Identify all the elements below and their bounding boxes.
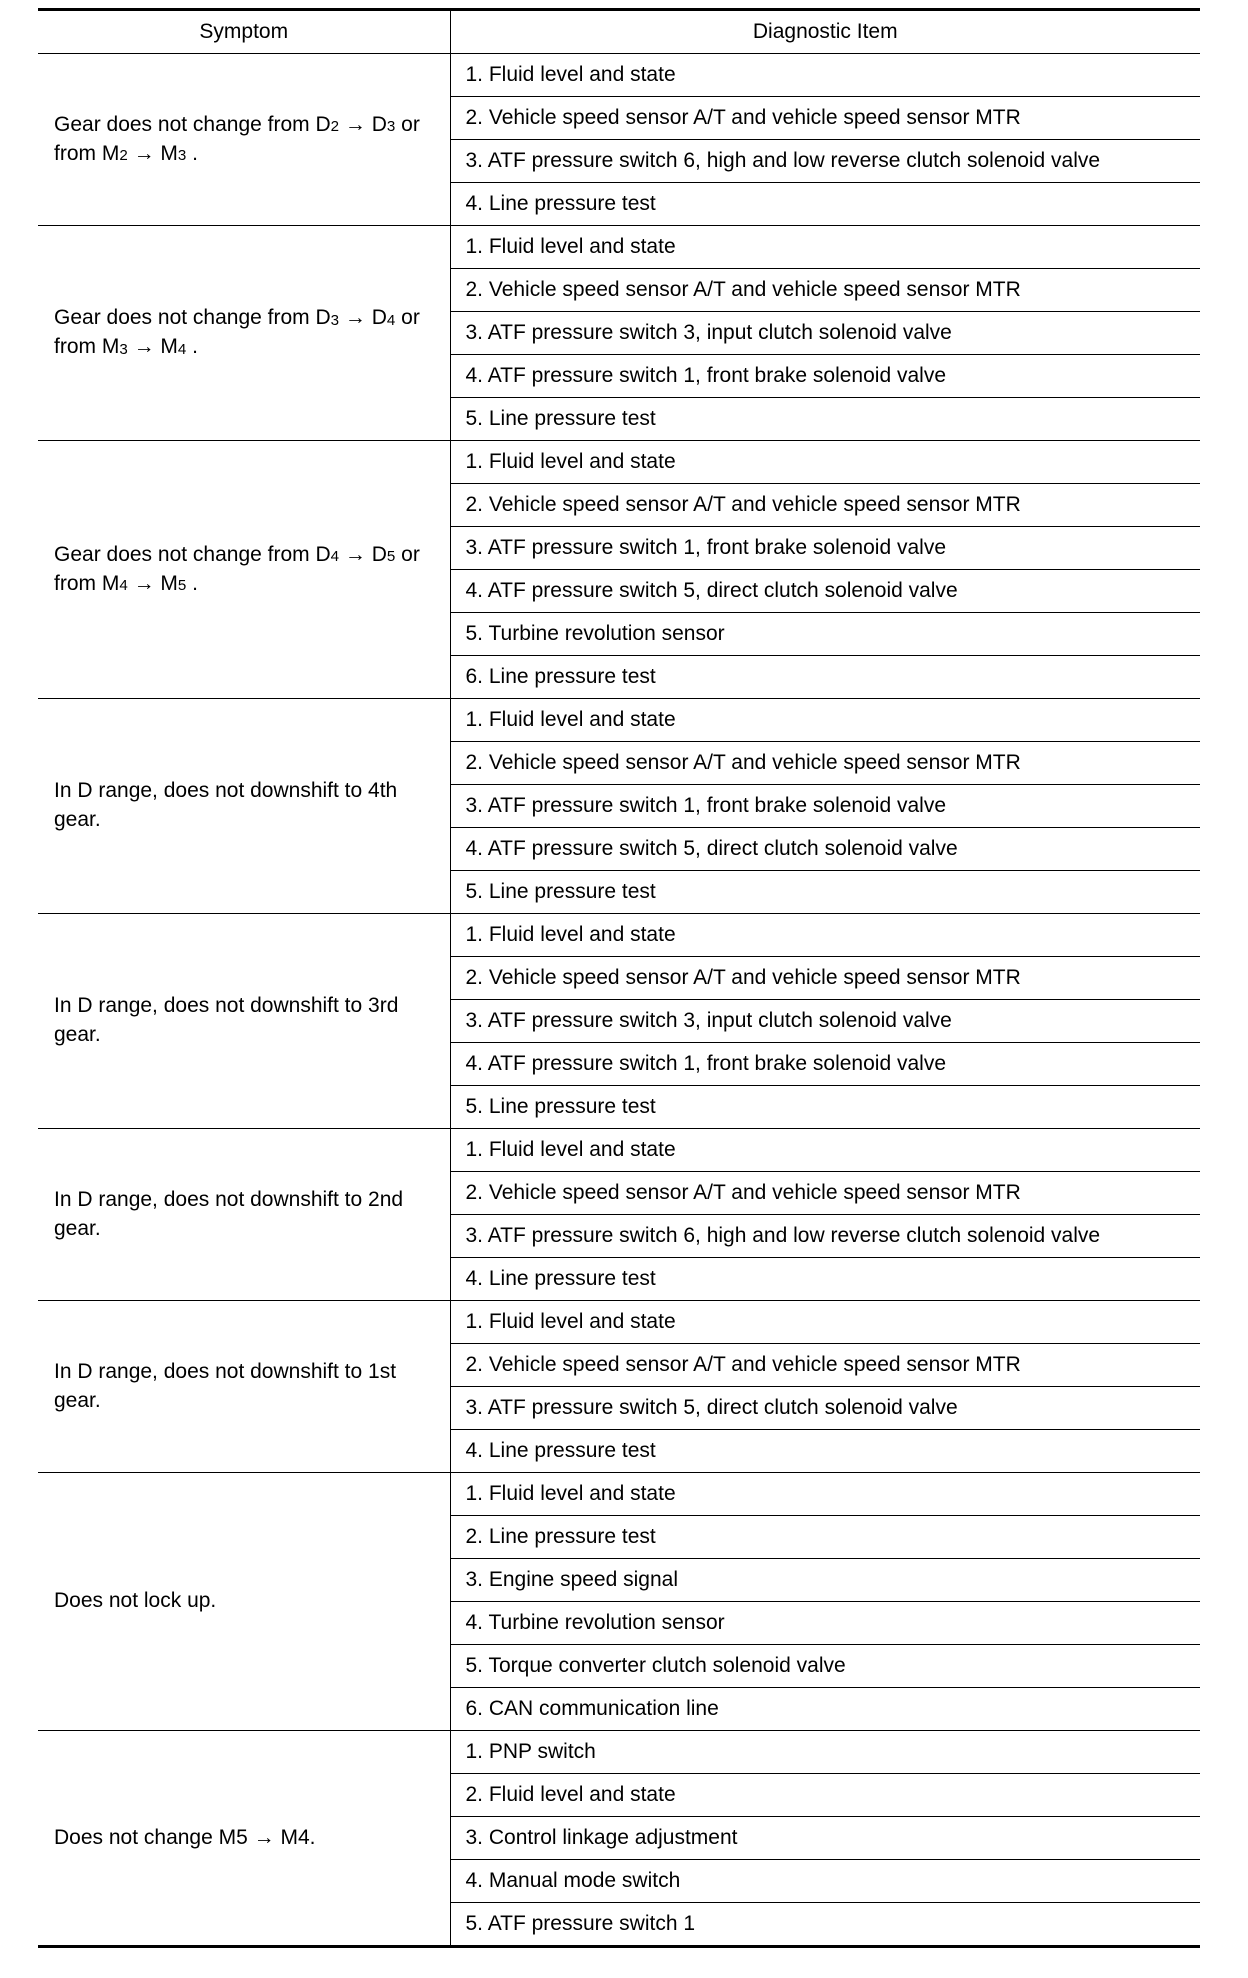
diagnostic-item-cell: 5. Line pressure test (450, 1086, 1200, 1129)
table-row (38, 1731, 1200, 1774)
diagnostic-item-cell: 3. ATF pressure switch 6, high and low reverse clutch solenoid valve (450, 1215, 1200, 1258)
diagnostic-item-cell: 1. Fluid level and state (450, 699, 1200, 742)
symptom-text: Gear does not change from D (54, 112, 331, 136)
symptom-cell (38, 699, 450, 914)
symptom-text: D (371, 112, 387, 136)
symptom-group (38, 441, 1200, 699)
symptom-cell (38, 1301, 450, 1473)
diagnostic-item-cell: 4. ATF pressure switch 5, direct clutch solenoid valve (450, 570, 1200, 613)
symptom-text: M (160, 141, 178, 165)
diagnostic-item-cell: 2. Vehicle speed sensor A/T and vehicle speed sensor MTR (450, 269, 1200, 312)
diagnostic-item-cell: 4. ATF pressure switch 5, direct clutch solenoid valve (450, 828, 1200, 871)
symptom-cell (38, 1473, 450, 1731)
table-header (38, 10, 1200, 54)
symptom-text: . (186, 571, 198, 595)
symptom-cell (38, 54, 450, 226)
symptom-text: In D range, does not downshift to 4th gear. (54, 779, 398, 831)
diagnostic-item-cell: 4. Line pressure test (450, 1258, 1200, 1301)
table-row (38, 226, 1200, 269)
diagnostic-item-cell: 1. Fluid level and state (450, 914, 1200, 957)
diagnostic-item-cell: 4. ATF pressure switch 1, front brake solenoid valve (450, 1043, 1200, 1086)
symptom-text: . (186, 141, 198, 165)
diagnostic-item-cell: 2. Vehicle speed sensor A/T and vehicle speed sensor MTR (450, 1344, 1200, 1387)
diagnostic-item-cell: 2. Vehicle speed sensor A/T and vehicle speed sensor MTR (450, 1172, 1200, 1215)
diagnostic-item-cell: 1. Fluid level and state (450, 1301, 1200, 1344)
symptom-text: In D range, does not downshift to 2nd gear. (54, 1187, 404, 1240)
diagnostic-item-cell: 3. ATF pressure switch 6, high and low reverse clutch solenoid valve (450, 140, 1200, 183)
diagnostic-item-cell: 4. Turbine revolution sensor (450, 1602, 1200, 1645)
diagnostic-item-cell: 1. Fluid level and state (450, 1473, 1200, 1516)
diagnostic-item-cell: 1. Fluid level and state (450, 54, 1200, 97)
diagnostic-item-cell: 5. ATF pressure switch 1 (450, 1903, 1200, 1947)
symptom-text: → (127, 335, 161, 358)
symptom-subscript: 2 (330, 118, 340, 136)
symptom-text: Does not lock up. (54, 1589, 217, 1613)
symptom-subscript: 5 (177, 577, 187, 595)
symptom-subscript: 4 (119, 577, 128, 595)
diagnostic-item-cell: 1. Fluid level and state (450, 441, 1200, 484)
symptom-group (38, 1473, 1200, 1731)
symptom-cell (38, 1129, 450, 1301)
symptom-cell (38, 226, 450, 441)
table-row (38, 1129, 1200, 1172)
header-row (38, 10, 1200, 54)
diagnostic-item-cell: 3. ATF pressure switch 1, front brake solenoid valve (450, 527, 1200, 570)
symptom-subscript: 3 (119, 340, 128, 358)
symptom-subscript: 3 (386, 118, 396, 136)
symptom-group (38, 1129, 1200, 1301)
symptom-text: Does not change M5 → M4. (54, 1825, 316, 1849)
diagnostic-item-cell: 2. Fluid level and state (450, 1774, 1200, 1817)
symptom-text: → (339, 112, 372, 136)
symptom-subscript: 5 (386, 548, 396, 566)
diagnostic-item-cell: 1. Fluid level and state (450, 1129, 1200, 1172)
diagnostic-item-cell: 3. ATF pressure switch 5, direct clutch solenoid valve (450, 1387, 1200, 1430)
symptom-text: M (160, 571, 178, 595)
symptom-text: M (160, 335, 178, 358)
symptom-text: or from M (54, 542, 420, 595)
diagnostic-item-cell: 4. Line pressure test (450, 183, 1200, 226)
symptom-text: → (339, 542, 372, 566)
diagnostic-item-cell: 2. Line pressure test (450, 1516, 1200, 1559)
symptom-text: Gear does not change from D (54, 306, 331, 330)
diagnostic-item-cell: 6. Line pressure test (450, 656, 1200, 699)
symptom-text: . (186, 335, 198, 358)
table-row (38, 1301, 1200, 1344)
diagnostic-item-cell: 4. ATF pressure switch 1, front brake solenoid valve (450, 355, 1200, 398)
diagnostic-item-cell: 3. ATF pressure switch 3, input clutch solenoid valve (450, 312, 1200, 355)
table-row (38, 1473, 1200, 1516)
table-row (38, 441, 1200, 484)
symptom-text: In D range, does not downshift to 3rd gear. (54, 994, 399, 1046)
diagnostic-item-cell: 2. Vehicle speed sensor A/T and vehicle speed sensor MTR (450, 742, 1200, 785)
table-row (38, 699, 1200, 742)
symptom-text: In D range, does not downshift to 1st gear. (54, 1359, 397, 1412)
symptom-subscript: 4 (330, 548, 340, 566)
diagnostic-item-cell: 3. Control linkage adjustment (450, 1817, 1200, 1860)
symptom-group (38, 54, 1200, 226)
symptom-subscript: 3 (330, 311, 340, 329)
diagnostic-item-cell: 3. ATF pressure switch 3, input clutch solenoid valve (450, 1000, 1200, 1043)
symptom-text: D (371, 306, 387, 330)
symptom-group (38, 226, 1200, 441)
symptom-column-header: Symptom (38, 10, 450, 54)
symptom-text: → (127, 141, 161, 165)
symptom-text: → (127, 571, 161, 595)
symptom-cell (38, 441, 450, 699)
symptom-text: or from M (54, 112, 420, 165)
symptom-text: or from M (54, 306, 420, 358)
symptom-group (38, 1731, 1200, 1947)
diagnostic-item-cell: 3. Engine speed signal (450, 1559, 1200, 1602)
diagnostic-item-cell: 3. ATF pressure switch 1, front brake solenoid valve (450, 785, 1200, 828)
diagnostic-item-cell: 6. CAN communication line (450, 1688, 1200, 1731)
diagnostic-item-column-header: Diagnostic Item (450, 10, 1200, 54)
symptom-subscript: 4 (386, 311, 396, 329)
symptom-cell (38, 1731, 450, 1947)
diagnostic-item-cell: 4. Line pressure test (450, 1430, 1200, 1473)
diagnostic-item-cell: 5. Line pressure test (450, 398, 1200, 441)
diagnostic-item-cell: 4. Manual mode switch (450, 1860, 1200, 1903)
symptom-text: → (339, 306, 372, 330)
table-row (38, 54, 1200, 97)
diagnostic-item-cell: 2. Vehicle speed sensor A/T and vehicle speed sensor MTR (450, 484, 1200, 527)
symptom-text: D (371, 542, 387, 566)
diagnostic-item-cell: 2. Vehicle speed sensor A/T and vehicle speed sensor MTR (450, 97, 1200, 140)
symptom-group (38, 1301, 1200, 1473)
table-row (38, 914, 1200, 957)
diagnostic-item-cell: 5. Line pressure test (450, 871, 1200, 914)
symptom-subscript: 3 (177, 147, 187, 165)
symptom-text: Gear does not change from D (54, 542, 331, 566)
diagnostic-item-cell: 5. Turbine revolution sensor (450, 613, 1200, 656)
symptom-group (38, 699, 1200, 914)
diagnostic-item-cell: 5. Torque converter clutch solenoid valve (450, 1645, 1200, 1688)
symptom-group (38, 914, 1200, 1129)
diagnostic-item-cell: 1. Fluid level and state (450, 226, 1200, 269)
symptom-subscript: 4 (177, 340, 187, 358)
diagnostic-table (38, 8, 1200, 1948)
diagnostic-item-cell: 2. Vehicle speed sensor A/T and vehicle speed sensor MTR (450, 957, 1200, 1000)
symptom-cell (38, 914, 450, 1129)
diagnostic-item-cell: 1. PNP switch (450, 1731, 1200, 1774)
symptom-subscript: 2 (119, 147, 128, 165)
